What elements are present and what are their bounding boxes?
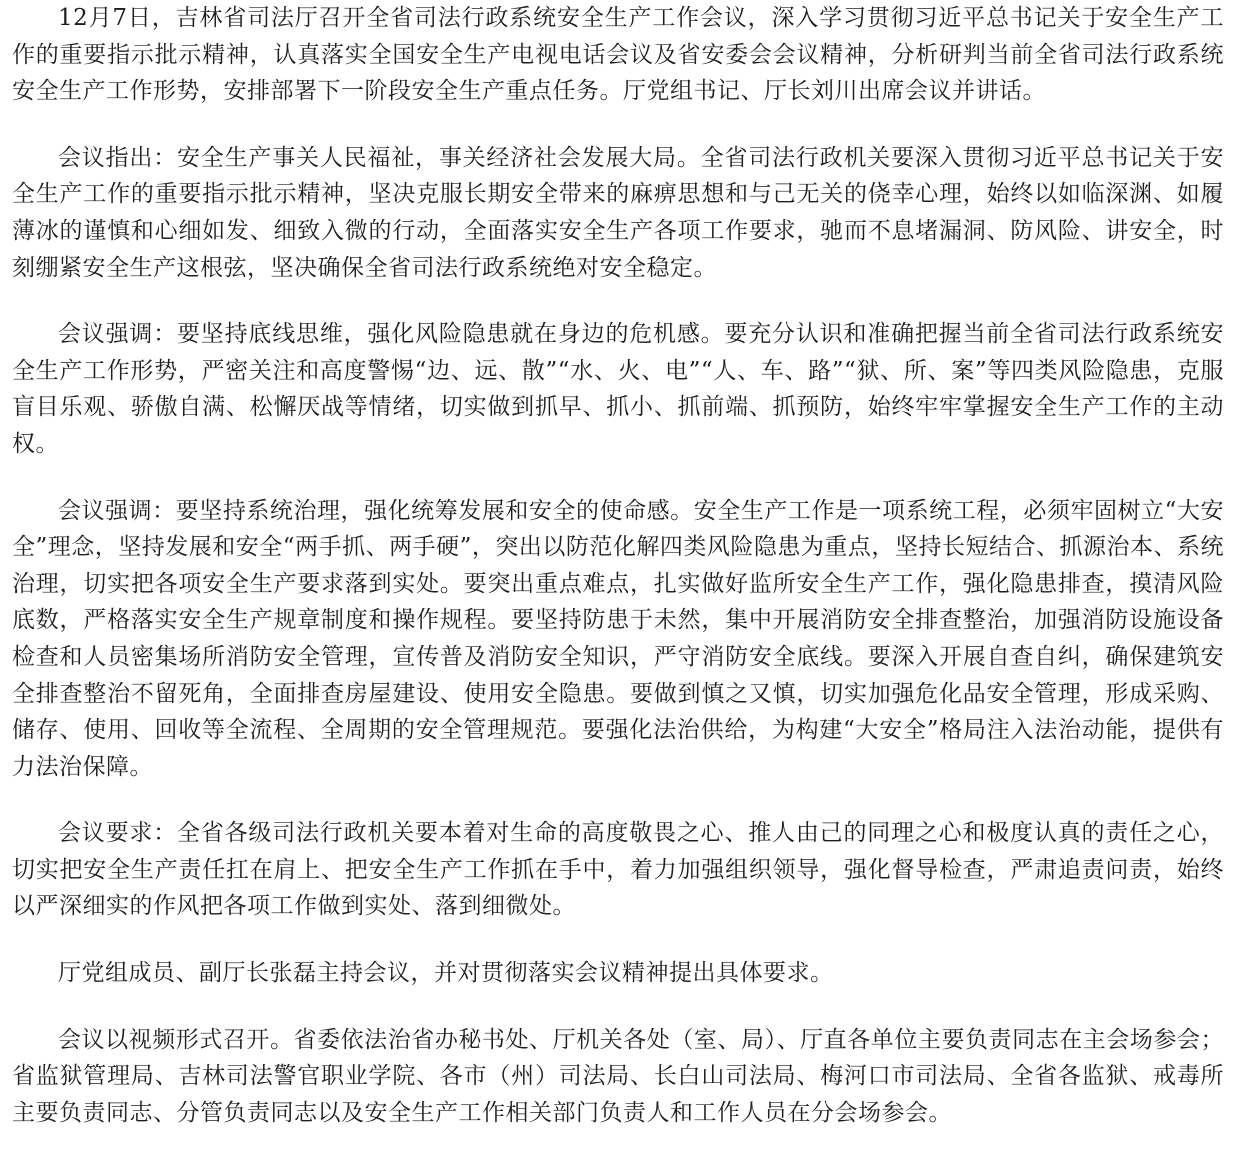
paragraph-systematic-governance: 会议强调：要坚持系统治理，强化统筹发展和安全的使命感。安全生产工作是一项系统工程，必须牢固树立“大安全”理念，坚持发展和安全“两手抓、两手硬”，突出以防范化解四类风险隐患为重点，坚持长短结合、抓源治本、系统治理，切实把各项安全生产要求落到实处。要突出重点难点，扎实做好监所安全生产工作，强化隐患排查，摸清风险底数，严格落实安全生产规章制度和操作规程。要坚持防患于未然，集中开展消防安全排查整治，加强消防设施设备检查和人员密集场所消防安全管理，宣传普及消防安全知识，严守消防安全底线。要深入开展自查自纠，确保建筑安全排查整治不留死角，全面排查房屋建设、使用安全隐患。要做到慎之又慎，切实加强危化品安全管理，形成采购、储存、使用、回收等全流程、全周期的安全管理规范。要强化法治供给，为构建“大安全”格局注入法治动能，提供有力法治保障。 (12, 497, 1224, 780)
paragraph-meeting-requirements: 会议要求：全省各级司法行政机关要本着对生命的高度敬畏之心、推人由己的同理之心和极度认真的责任之心，切实把安全生产责任扛在肩上、把安全生产工作抓在手中，着力加强组织领导，强化督导检查，严肃追责问责，始终以严深细实的作风把各项工作做到实处、落到细微处。 (12, 820, 1224, 920)
paragraph-meeting-format: 会议以视频形式召开。省委依法治省办秘书处、厅机关各处（室、局）、厅直各单位主要负责同志在主会场参会；省监狱管理局、吉林司法警官职业学院、各市（州）司法局、长白山司法局、梅河口市司法局、全省各监狱、戒毒所主要负责同志、分管负责同志以及安全生产工作相关部门负责人和工作人员在分会场参会。 (12, 1026, 1224, 1126)
paragraph-meeting-points: 会议指出：安全生产事关人民福祉，事关经济社会发展大局。全省司法行政机关要深入贯彻习近平总书记关于安全生产工作的重要指示批示精神，坚决克服长期安全带来的麻痹思想和与己无关的侥幸心理，始终以如临深渊、如履薄冰的谨慎和心细如发、细致入微的行动，全面落实安全生产各项工作要求，驰而不息堵漏洞、防风险、讲安全，时刻绷紧安全生产这根弦，坚决确保全省司法行政系统绝对安全稳定。 (12, 144, 1224, 281)
paragraph-meeting-intro: 12月7日，吉林省司法厅召开全省司法行政系统安全生产工作会议，深入学习贯彻习近平总书记关于安全生产工作的重要指示批示精神，认真落实全国安全生产电视电话会议及省安委会会议精神，分析研判当前全省司法行政系统安全生产工作形势，安排部署下一阶段安全生产重点任务。厅党组书记、厅长刘川出席会议并讲话。 (12, 5, 1224, 105)
paragraph-meeting-host: 厅党组成员、副厅长张磊主持会议，并对贯彻落实会议精神提出具体要求。 (58, 960, 834, 987)
article-body (12, 0, 1224, 1131)
paragraph-bottom-line-thinking: 会议强调：要坚持底线思维，强化风险隐患就在身边的危机感。要充分认识和准确把握当前全省司法行政系统安全生产工作形势，严密关注和高度警惕“边、远、散”“水、火、电”“人、车、路”“狱、所、案”等四类风险隐患，克服盲目乐观、骄傲自满、松懈厌战等情绪，切实做到抓早、抓小、抓前端、抓预防，始终牢牢掌握安全生产工作的主动权。 (12, 321, 1224, 457)
